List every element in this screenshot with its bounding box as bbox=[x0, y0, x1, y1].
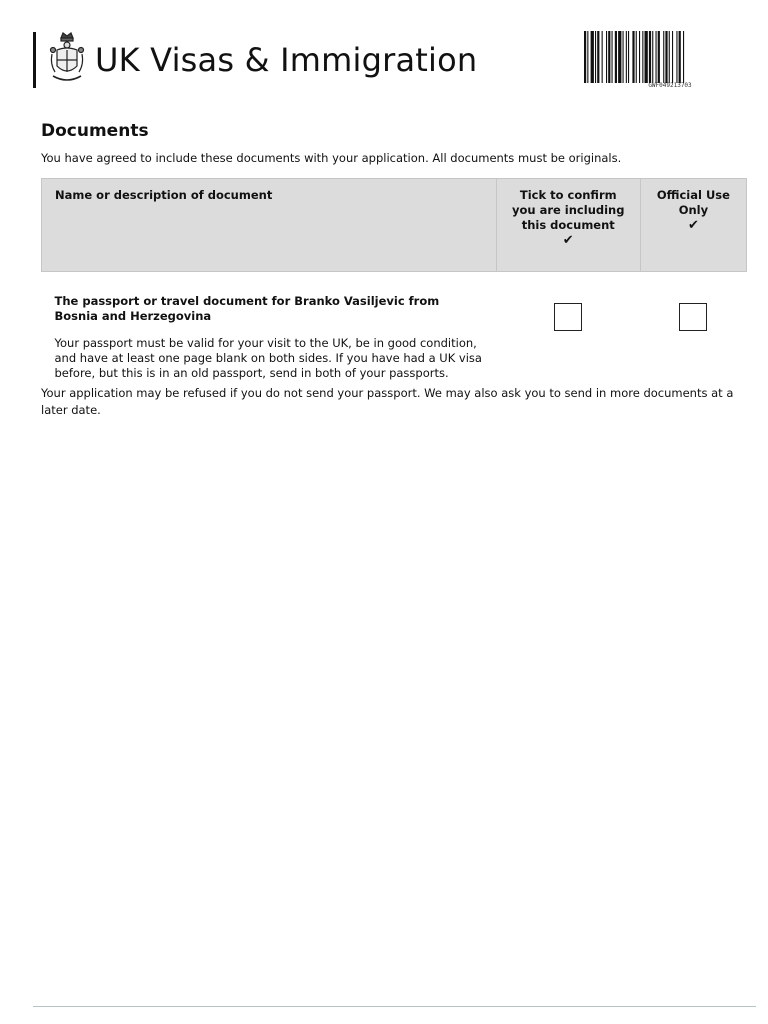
document-title: The passport or travel document for Branko Vasiljevic from Bosnia and Herzegovina bbox=[54, 294, 440, 323]
royal-coat-of-arms-icon bbox=[49, 30, 85, 88]
header-divider bbox=[33, 32, 36, 88]
column-header-official-label: Official Use Only bbox=[656, 188, 730, 217]
document-cell bbox=[42, 272, 497, 396]
column-header-tick-label: Tick to confirm you are including this document bbox=[511, 188, 625, 232]
section-title: Documents bbox=[41, 121, 149, 141]
official-use-checkbox[interactable] bbox=[679, 303, 707, 331]
confirm-cell bbox=[496, 272, 640, 396]
footnote-text: Your application may be refused if you do not send your passport. We may also ask you to send in more documents at a later date. bbox=[41, 386, 734, 417]
barcode bbox=[584, 31, 756, 83]
table-header-row bbox=[42, 179, 747, 272]
column-header-name: Name or description of document bbox=[42, 179, 497, 272]
intro-text: You have agreed to include these documents with your application. All documents must be originals. bbox=[41, 151, 622, 165]
checkmark-icon: ✔ bbox=[687, 218, 699, 233]
column-header-tick bbox=[496, 179, 640, 272]
column-header-official bbox=[640, 179, 746, 272]
checkmark-icon: ✔ bbox=[562, 233, 574, 248]
official-cell bbox=[640, 272, 746, 396]
barcode-number: GWF049213703 bbox=[648, 82, 692, 89]
document-description: Your passport must be valid for your visit to the UK, be in good condition, and have at least one page blank on both sides. If you have had a UK visa before, but this is in an old passport, send in both of your passports. bbox=[54, 336, 482, 380]
brand-title: UK Visas & Immigration bbox=[95, 41, 478, 79]
footer-divider bbox=[33, 1006, 756, 1007]
confirm-checkbox[interactable] bbox=[554, 303, 582, 331]
table-row bbox=[42, 272, 747, 396]
documents-table bbox=[41, 178, 747, 395]
